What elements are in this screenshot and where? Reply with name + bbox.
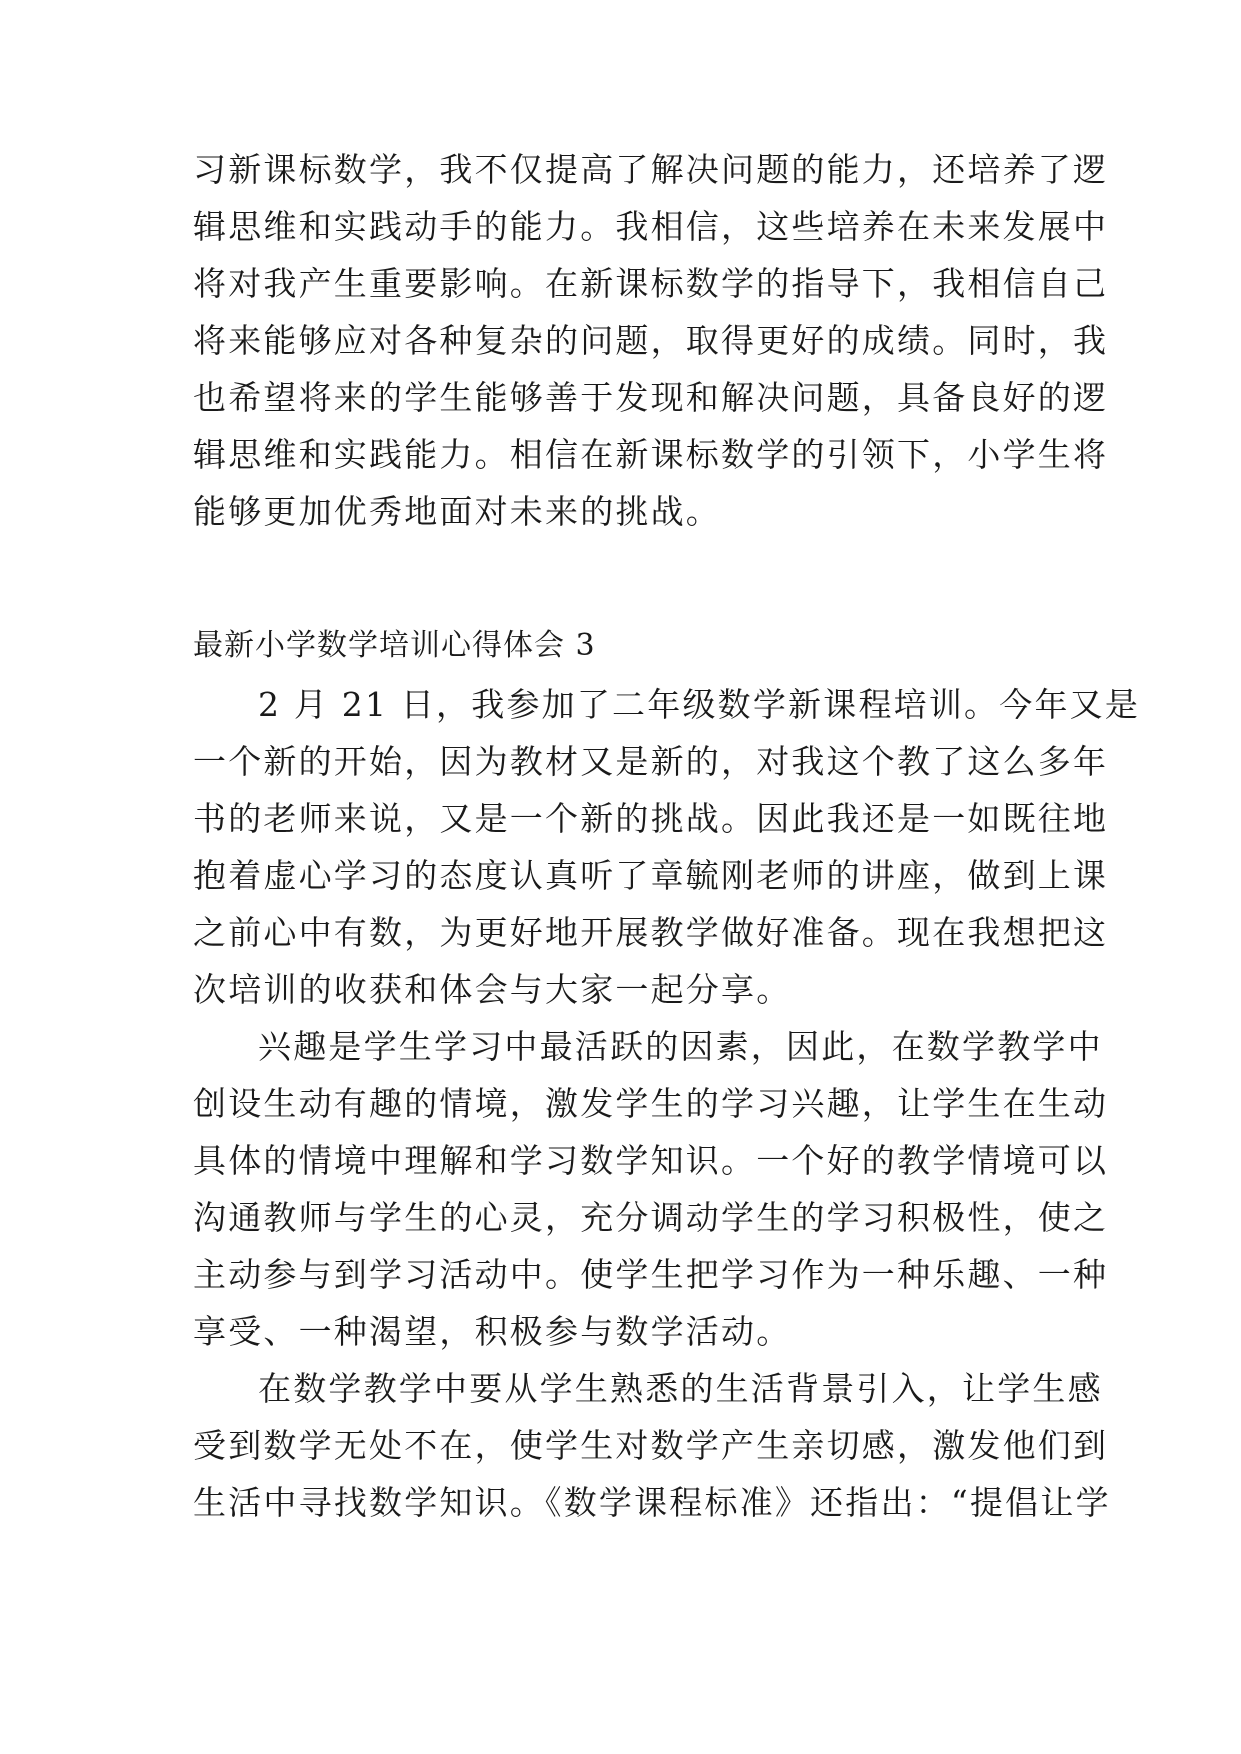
text-line: 之前心中有数，为更好地开展教学做好准备。现在我想把这	[193, 913, 1109, 952]
text-line: 受到数学无处不在，使学生对数学产生亲切感，激发他们到	[193, 1426, 1109, 1465]
text-line: 书的老师来说，又是一个新的挑战。因此我还是一如既往地	[193, 799, 1109, 838]
section-heading: 最新小学数学培训心得体会 3	[193, 628, 596, 663]
text-line: 2 月 21 日，我参加了二年级数学新课程培训。今年又是	[258, 685, 1141, 724]
text-line: 辑思维和实践动手的能力。我相信，这些培养在未来发展中	[193, 207, 1109, 246]
text-line: 抱着虚心学习的态度认真听了章毓刚老师的讲座，做到上课	[193, 856, 1109, 895]
text-line: 沟通教师与学生的心灵，充分调动学生的学习积极性，使之	[193, 1198, 1109, 1237]
text-line: 创设生动有趣的情境，激发学生的学习兴趣，让学生在生动	[193, 1084, 1109, 1123]
text-line: 主动参与到学习活动中。使学生把学习作为一种乐趣、一种	[193, 1255, 1109, 1294]
text-line: 具体的情境中理解和学习数学知识。一个好的教学情境可以	[193, 1141, 1109, 1180]
text-line: 将对我产生重要影响。在新课标数学的指导下，我相信自己	[193, 264, 1109, 303]
text-line: 一个新的开始，因为教材又是新的，对我这个教了这么多年	[193, 742, 1109, 781]
text-line: 次培训的收获和体会与大家一起分享。	[193, 970, 792, 1009]
text-line: 辑思维和实践能力。相信在新课标数学的引领下，小学生将	[193, 435, 1109, 474]
text-line: 将来能够应对各种复杂的问题，取得更好的成绩。同时，我	[193, 321, 1109, 360]
text-line: 习新课标数学，我不仅提高了解决问题的能力，还培养了逻	[193, 150, 1109, 189]
text-line: 享受、一种渴望，积极参与数学活动。	[193, 1312, 792, 1351]
text-line: 在数学教学中要从学生熟悉的生活背景引入，让学生感	[258, 1369, 1103, 1408]
text-line: 也希望将来的学生能够善于发现和解决问题，具备良好的逻	[193, 378, 1109, 417]
text-line: 能够更加优秀地面对未来的挑战。	[193, 492, 721, 531]
text-line: 生活中寻找数学知识。《数学课程标准》还指出：“提倡让学	[193, 1483, 1111, 1522]
text-line: 兴趣是学生学习中最活跃的因素，因此，在数学教学中	[258, 1027, 1103, 1066]
